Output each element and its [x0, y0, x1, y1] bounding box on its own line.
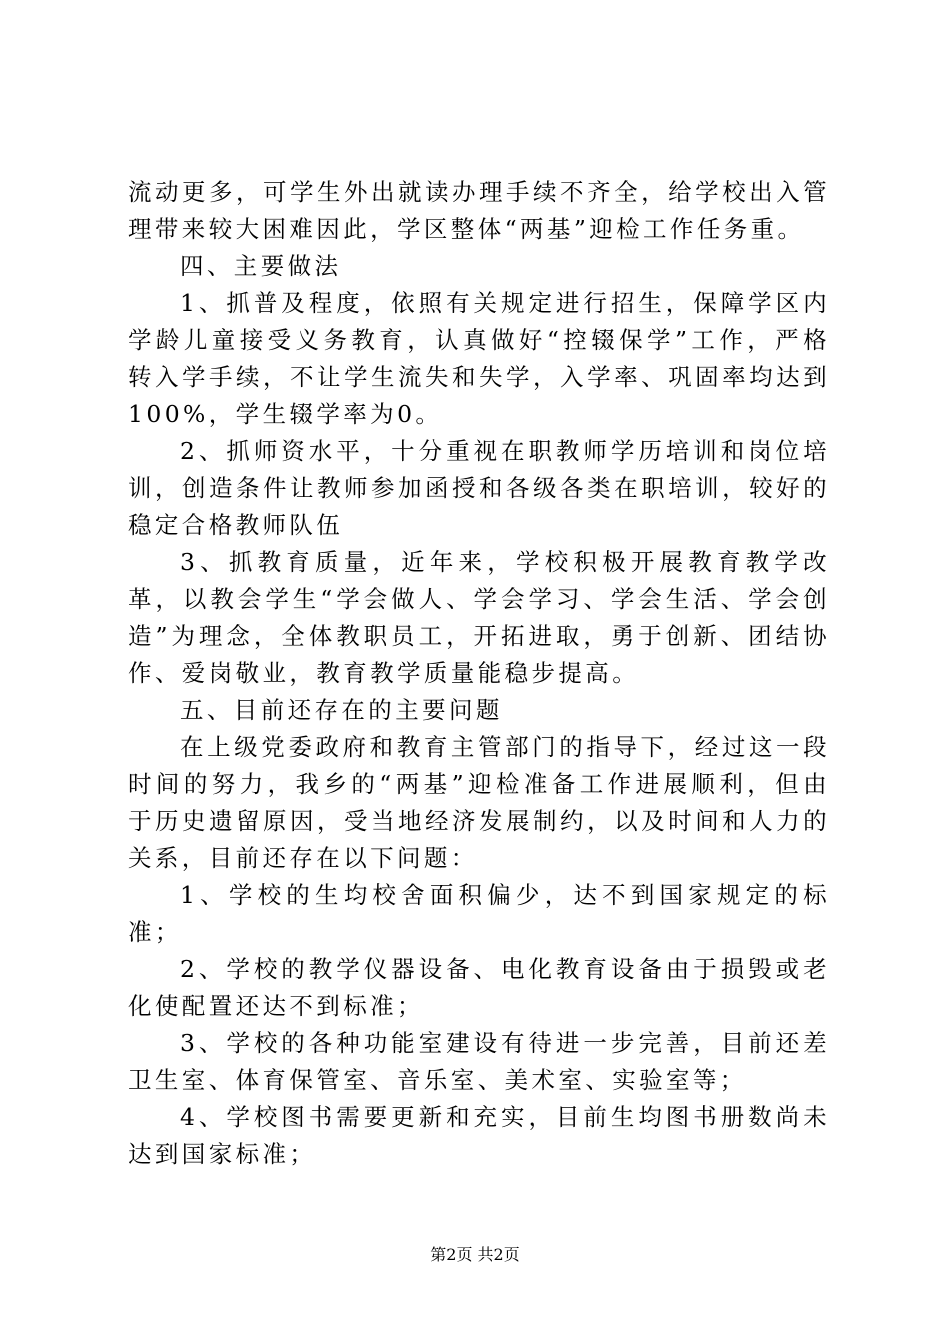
- section-heading-problems: 五、目前还存在的主要问题: [180, 696, 503, 724]
- document-body: [128, 174, 830, 1173]
- paragraph-problem-4: 4、学校图书需要更新和充实，目前生均图书册数尚未达到国家标准；: [128, 1103, 830, 1168]
- paragraph-measure-1: 1、抓普及程度，依照有关规定进行招生，保障学区内学龄儿童接受义务教育，认真做好“控辍保学”工作，严格转入学手续，不让学生流失和失学，入学率、巩固率均达到100%，学生辍学率为0。: [128, 289, 830, 428]
- paragraph-problem-1: 1、学校的生均校舍面积偏少，达不到国家规定的标准；: [128, 881, 830, 946]
- page-number-footer: 第2页 共2页: [430, 1245, 520, 1264]
- paragraph-continuation: 流动更多，可学生外出就读办理手续不齐全，给学校出入管理带来较大困难因此，学区整体“两基”迎检工作任务重。: [128, 178, 830, 243]
- paragraph-measure-3: 3、抓教育质量，近年来，学校积极开展教育教学改革，以教会学生“学会做人、学会学习、学会生活、学会创造”为理念，全体教职员工，开拓进取，勇于创新、团结协作、爱岗敬业，教育教学质量能稳步提高。: [128, 548, 830, 687]
- paragraph-measure-2: 2、抓师资水平，十分重视在职教师学历培训和岗位培训，创造条件让教师参加函授和各级各类在职培训，较好的稳定合格教师队伍: [128, 437, 830, 539]
- paragraph-problem-3: 3、学校的各种功能室建设有待进一步完善，目前还差卫生室、体育保管室、音乐室、美术室、实验室等；: [128, 1029, 830, 1094]
- section-heading-main-measures: 四、主要做法: [180, 252, 342, 280]
- paragraph-problem-2: 2、学校的教学仪器设备、电化教育设备由于损毁或老化使配置还达不到标准；: [128, 955, 830, 1020]
- paragraph-problems-intro: 在上级党委政府和教育主管部门的指导下，经过这一段时间的努力，我乡的“两基”迎检准备工作进展顺利，但由于历史遗留原因，受当地经济发展制约，以及时间和人力的关系，目前还存在以下问题：: [128, 733, 830, 872]
